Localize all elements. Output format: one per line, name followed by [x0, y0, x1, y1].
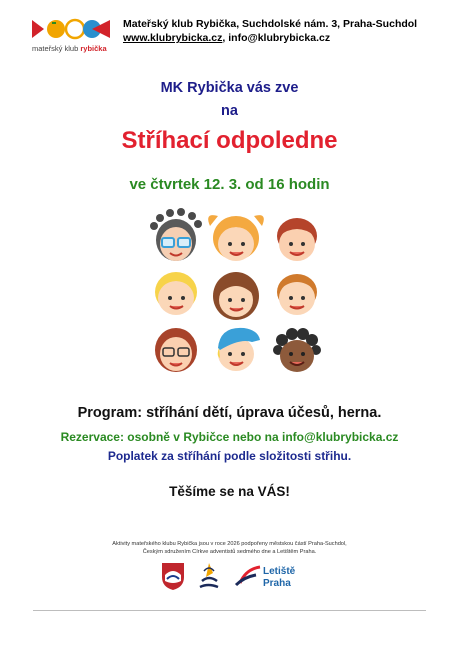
club-address: Mateřský klub Rybička, Suchdolské nám. 3, Praha-Suchdol	[123, 18, 418, 30]
face-kid-curly	[273, 328, 321, 372]
club-logo	[30, 16, 114, 56]
face-girl-glasses	[150, 208, 202, 261]
club-contacts	[123, 32, 330, 44]
suchdol-coat-of-arms-icon	[162, 563, 184, 590]
kids-faces-illustration	[148, 208, 324, 380]
airport-prague-icon	[236, 567, 260, 585]
face-boy-blond	[155, 272, 197, 315]
adventist-church-icon	[200, 563, 218, 587]
invite-line: MK Rybička vás zve	[160, 80, 299, 96]
invite-na: na	[221, 103, 238, 119]
event-title: Stříhací odpoledne	[121, 127, 338, 154]
face-boy-cap	[218, 328, 260, 371]
closing-text: Těšíme se na VÁS!	[169, 484, 290, 499]
face-boy-lightbrown	[277, 274, 317, 315]
face-girl-ponytails	[208, 215, 264, 261]
face-girl-brownhair	[213, 272, 259, 320]
event-date: ve čtvrtek 12. 3. od 16 hodin	[129, 176, 330, 193]
face-girl-redhair	[155, 328, 197, 372]
email-text: , info@klubrybicka.cz	[222, 32, 331, 44]
program-text: Program: stříhání dětí, úprava účesů, herna.	[77, 405, 382, 421]
reservation-text: Rezervace: osobně v Rybičce nebo na info@klubrybicka.cz	[60, 430, 399, 444]
fish-logo-icon	[30, 16, 114, 44]
footer-divider	[33, 610, 426, 611]
support-note-line2: Českým sdružením Církve adventistů sedmého dne a Letištěm Praha.	[142, 549, 317, 555]
support-note-line1: Aktivity mateřského klubu Rybička jsou v roce 2026 podpořeny městskou částí Praha-Suchdol,	[112, 541, 347, 547]
face-boy-redhair	[277, 218, 317, 261]
airport-logo-line1: Letiště	[263, 566, 296, 577]
website-link[interactable]: www.klubrybicka.cz	[123, 32, 223, 44]
airport-logo-line2: Praha	[263, 578, 291, 589]
logo-text: mateřský klub rybička	[32, 44, 107, 53]
fee-text: Poplatek za stříhání podle složitosti střihu.	[107, 449, 352, 463]
